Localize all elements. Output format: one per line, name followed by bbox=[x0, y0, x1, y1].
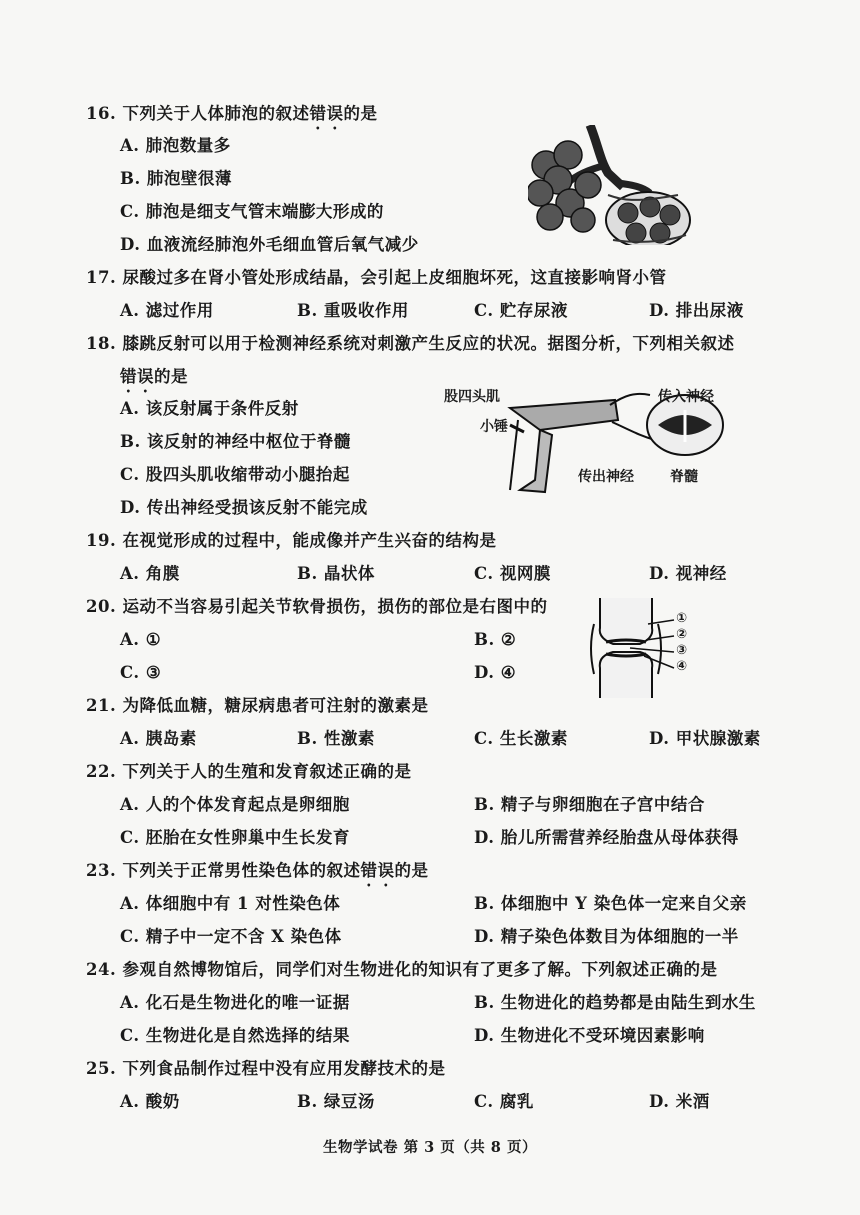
q25-option-b[interactable]: B. 绿豆汤 bbox=[297, 1092, 375, 1111]
q17-option-d[interactable]: D. 排出尿液 bbox=[649, 301, 744, 320]
alveoli-figure bbox=[528, 125, 698, 245]
question-16-stem: 16. 下列关于人体肺泡的叙述错误的是 bbox=[86, 104, 378, 123]
q23-option-c[interactable]: C. 精子中一定不含 X 染色体 bbox=[120, 927, 342, 946]
joint-drawing bbox=[588, 598, 718, 700]
question-19-stem: 19. 在视觉形成的过程中，能成像并产生兴奋的结构是 bbox=[86, 531, 497, 550]
q21-option-b[interactable]: B. 性激素 bbox=[297, 729, 375, 748]
q22-option-a[interactable]: A. 人的个体发育起点是卵细胞 bbox=[120, 795, 350, 814]
q17-option-b[interactable]: B. 重吸收作用 bbox=[297, 301, 409, 320]
q23-option-d[interactable]: D. 精子染色体数目为体细胞的一半 bbox=[474, 927, 739, 946]
label-afferent-nerve: 传入神经 bbox=[658, 389, 714, 405]
q21-option-c[interactable]: C. 生长激素 bbox=[474, 729, 568, 748]
q19-option-d[interactable]: D. 视神经 bbox=[649, 564, 727, 583]
label-hammer: 小锤 bbox=[480, 419, 508, 435]
q23-option-a[interactable]: A. 体细胞中有 1 对性染色体 bbox=[120, 894, 341, 913]
question-22-stem: 22. 下列关于人的生殖和发育叙述正确的是 bbox=[86, 762, 412, 781]
q18-option-a[interactable]: A. 该反射属于条件反射 bbox=[120, 399, 299, 418]
question-25-stem: 25. 下列食品制作过程中没有应用发酵技术的是 bbox=[86, 1059, 446, 1078]
question-18-stem: 18. 膝跳反射可以用于检测神经系统对刺激产生反应的状况。据图分析，下列相关叙述 bbox=[86, 334, 735, 353]
q19-option-c[interactable]: C. 视网膜 bbox=[474, 564, 551, 583]
q16-option-a[interactable]: A. 肺泡数量多 bbox=[120, 136, 231, 155]
knee-reflex-figure bbox=[440, 380, 760, 500]
q25-option-c[interactable]: C. 腐乳 bbox=[474, 1092, 534, 1111]
q23-option-b[interactable]: B. 体细胞中 Y 染色体一定来自父亲 bbox=[474, 894, 747, 913]
q18-option-d[interactable]: D. 传出神经受损该反射不能完成 bbox=[120, 498, 368, 517]
q25-option-d[interactable]: D. 米酒 bbox=[649, 1092, 710, 1111]
joint-label-1: ① bbox=[676, 611, 688, 626]
q22-option-c[interactable]: C. 胚胎在女性卵巢中生长发育 bbox=[120, 828, 350, 847]
question-24-stem: 24. 参观自然博物馆后，同学们对生物进化的知识有了更多了解。下列叙述正确的是 bbox=[86, 960, 718, 979]
question-18-stem-cont: 错误的是 bbox=[120, 367, 188, 386]
q20-option-b[interactable]: B. ② bbox=[474, 630, 517, 649]
q25-option-a[interactable]: A. 酸奶 bbox=[120, 1092, 180, 1111]
question-17-stem: 17. 尿酸过多在肾小管处形成结晶，会引起上皮细胞坏死，这直接影响肾小管 bbox=[86, 268, 667, 287]
q20-option-a[interactable]: A. ① bbox=[120, 630, 162, 649]
q19-option-a[interactable]: A. 角膜 bbox=[120, 564, 180, 583]
q16-option-c[interactable]: C. 肺泡是细支气管末端膨大形成的 bbox=[120, 202, 384, 221]
question-21-stem: 21. 为降低血糖，糖尿病患者可注射的激素是 bbox=[86, 696, 429, 715]
q24-option-b[interactable]: B. 生物进化的趋势都是由陆生到水生 bbox=[474, 993, 756, 1012]
q21-option-d[interactable]: D. 甲状腺激素 bbox=[649, 729, 761, 748]
label-spinal-cord: 脊髓 bbox=[670, 469, 698, 485]
q22-option-d[interactable]: D. 胎儿所需营养经胎盘从母体获得 bbox=[474, 828, 739, 847]
question-23-stem: 23. 下列关于正常男性染色体的叙述错误的是 bbox=[86, 861, 429, 880]
question-20-stem: 20. 运动不当容易引起关节软骨损伤，损伤的部位是右图中的 bbox=[86, 597, 548, 616]
joint-label-2: ② bbox=[676, 627, 688, 642]
label-efferent-nerve: 传出神经 bbox=[578, 469, 634, 485]
q17-option-c[interactable]: C. 贮存尿液 bbox=[474, 301, 568, 320]
q18-option-c[interactable]: C. 股四头肌收缩带动小腿抬起 bbox=[120, 465, 350, 484]
q18-option-b[interactable]: B. 该反射的神经中枢位于脊髓 bbox=[120, 432, 351, 451]
page-footer: 生物学试卷 第 3 页（共 8 页） bbox=[323, 1139, 537, 1156]
q21-option-a[interactable]: A. 胰岛素 bbox=[120, 729, 197, 748]
q24-option-c[interactable]: C. 生物进化是自然选择的结果 bbox=[120, 1026, 350, 1045]
q20-option-d[interactable]: D. ④ bbox=[474, 663, 517, 682]
label-quadriceps: 股四头肌 bbox=[444, 389, 500, 405]
q20-option-c[interactable]: C. ③ bbox=[120, 663, 162, 682]
q17-option-a[interactable]: A. 滤过作用 bbox=[120, 301, 214, 320]
q22-option-b[interactable]: B. 精子与卵细胞在子宫中结合 bbox=[474, 795, 705, 814]
q24-option-d[interactable]: D. 生物进化不受环境因素影响 bbox=[474, 1026, 705, 1045]
joint-figure bbox=[588, 598, 718, 700]
joint-label-4: ④ bbox=[676, 659, 688, 674]
q16-option-b[interactable]: B. 肺泡壁很薄 bbox=[120, 169, 232, 188]
q24-option-a[interactable]: A. 化石是生物进化的唯一证据 bbox=[120, 993, 350, 1012]
joint-label-3: ③ bbox=[676, 643, 688, 658]
q16-option-d[interactable]: D. 血液流经肺泡外毛细血管后氧气减少 bbox=[120, 235, 419, 254]
q19-option-b[interactable]: B. 晶状体 bbox=[297, 564, 375, 583]
